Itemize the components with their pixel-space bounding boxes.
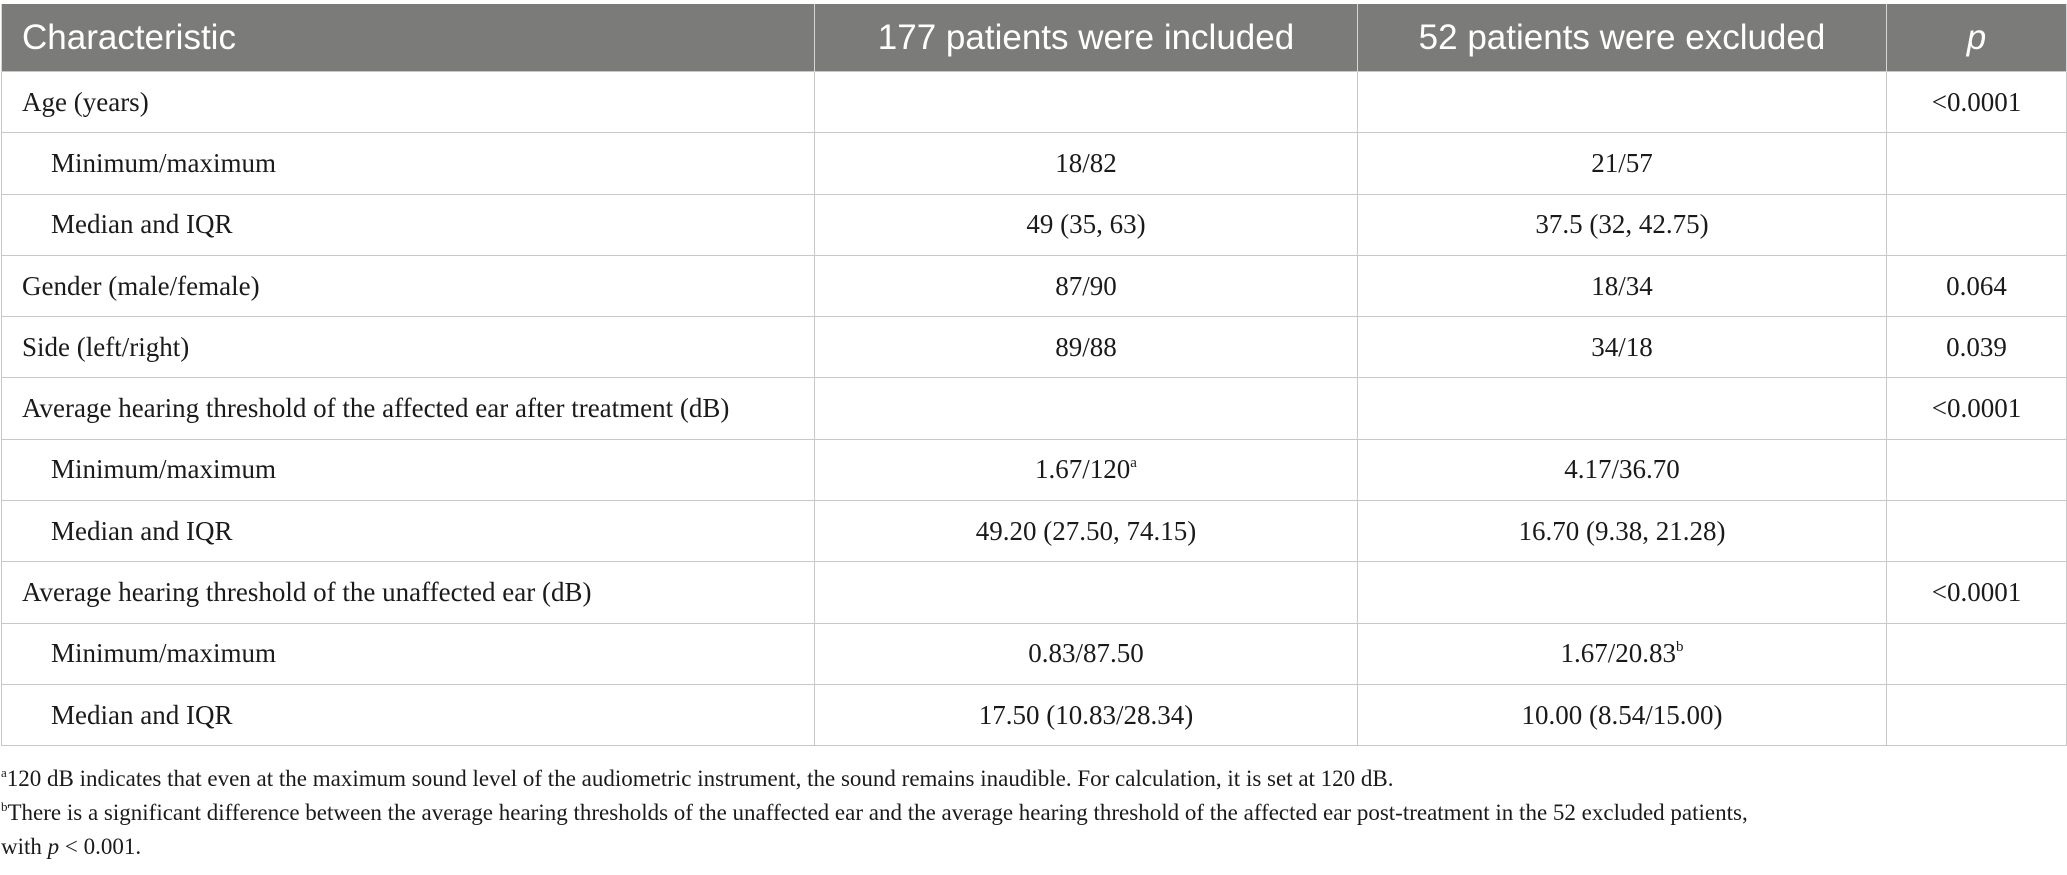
excluded-cell: 18/34 xyxy=(1358,255,1887,316)
included-cell xyxy=(815,562,1358,623)
excluded-cell xyxy=(1358,562,1887,623)
excluded-cell xyxy=(1358,378,1887,439)
included-cell: 49.20 (27.50, 74.15) xyxy=(815,501,1358,562)
footnote-b-suffix: < 0.001. xyxy=(59,834,142,859)
included-cell xyxy=(815,378,1358,439)
table-row xyxy=(2,501,2067,562)
characteristics-table xyxy=(1,4,2067,746)
excluded-cell: 21/57 xyxy=(1358,133,1887,194)
footnote-a-text: 120 dB indicates that even at the maximum sound level of the audiometric instrument, the sound remains inaudible. For calculation, it is set at 120 dB. xyxy=(6,766,1394,791)
included-cell: 17.50 (10.83/28.34) xyxy=(815,684,1358,745)
table-row xyxy=(2,133,2067,194)
table-row xyxy=(2,194,2067,255)
included-cell: 0.83/87.50 xyxy=(815,623,1358,684)
header-included: 177 patients were included xyxy=(815,4,1358,72)
excluded-cell xyxy=(1358,72,1887,133)
table-footnotes xyxy=(1,762,2061,864)
p-cell xyxy=(1887,623,2067,684)
p-cell xyxy=(1887,194,2067,255)
footnote-b-prefix: with xyxy=(1,834,48,859)
excluded-cell: 37.5 (32, 42.75) xyxy=(1358,194,1887,255)
p-cell: <0.0001 xyxy=(1887,562,2067,623)
row-label: Median and IQR xyxy=(2,684,815,745)
row-label: Median and IQR xyxy=(2,194,815,255)
excluded-value: 1.67/20.83 xyxy=(1560,638,1676,669)
included-cell: 18/82 xyxy=(815,133,1358,194)
included-cell xyxy=(815,439,1358,500)
header-p-value: p xyxy=(1887,4,2067,72)
excluded-cell: 4.17/36.70 xyxy=(1358,439,1887,500)
footnote-b-text: There is a significant difference between the average hearing thresholds of the unaffected ear and the average hearing threshold of the affected ear post-treatment in the 52 excluded patients, xyxy=(7,800,1748,825)
table-row xyxy=(2,562,2067,623)
header-excluded: 52 patients were excluded xyxy=(1358,4,1887,72)
p-cell: 0.039 xyxy=(1887,317,2067,378)
included-value: 1.67/120 xyxy=(1035,454,1131,485)
footnote-b-marker: b xyxy=(1676,639,1684,656)
p-cell: <0.0001 xyxy=(1887,72,2067,133)
row-label: Minimum/maximum xyxy=(2,623,815,684)
footnote-a-mark: a xyxy=(1,765,7,780)
row-label: Age (years) xyxy=(2,72,815,133)
included-cell: 49 (35, 63) xyxy=(815,194,1358,255)
excluded-cell: 16.70 (9.38, 21.28) xyxy=(1358,501,1887,562)
p-cell: 0.064 xyxy=(1887,255,2067,316)
footnote-b-p: p xyxy=(47,834,60,859)
row-label: Average hearing threshold of the affected ear after treatment (dB) xyxy=(2,378,815,439)
p-cell xyxy=(1887,439,2067,500)
row-label: Average hearing threshold of the unaffected ear (dB) xyxy=(2,562,815,623)
table-row xyxy=(2,439,2067,500)
p-cell: <0.0001 xyxy=(1887,378,2067,439)
table-row xyxy=(2,317,2067,378)
footnote-b-continuation xyxy=(1,830,2061,864)
excluded-cell xyxy=(1358,623,1887,684)
included-cell xyxy=(815,72,1358,133)
excluded-cell: 34/18 xyxy=(1358,317,1887,378)
characteristics-table-container xyxy=(1,4,2066,746)
footnote-b-mark: b xyxy=(1,799,8,814)
table-row xyxy=(2,72,2067,133)
included-cell: 87/90 xyxy=(815,255,1358,316)
footnote-a xyxy=(1,762,2061,796)
row-label: Minimum/maximum xyxy=(2,133,815,194)
table-header-row xyxy=(2,4,2067,72)
footnote-b xyxy=(1,796,2061,830)
row-label: Side (left/right) xyxy=(2,317,815,378)
header-characteristic: Characteristic xyxy=(2,4,815,72)
p-cell xyxy=(1887,684,2067,745)
table-row xyxy=(2,378,2067,439)
included-cell: 89/88 xyxy=(815,317,1358,378)
row-label: Gender (male/female) xyxy=(2,255,815,316)
table-row xyxy=(2,255,2067,316)
table-row xyxy=(2,623,2067,684)
table-row xyxy=(2,684,2067,745)
row-label: Median and IQR xyxy=(2,501,815,562)
footnote-a-marker: a xyxy=(1130,455,1137,472)
p-cell xyxy=(1887,133,2067,194)
excluded-cell: 10.00 (8.54/15.00) xyxy=(1358,684,1887,745)
row-label: Minimum/maximum xyxy=(2,439,815,500)
p-cell xyxy=(1887,501,2067,562)
